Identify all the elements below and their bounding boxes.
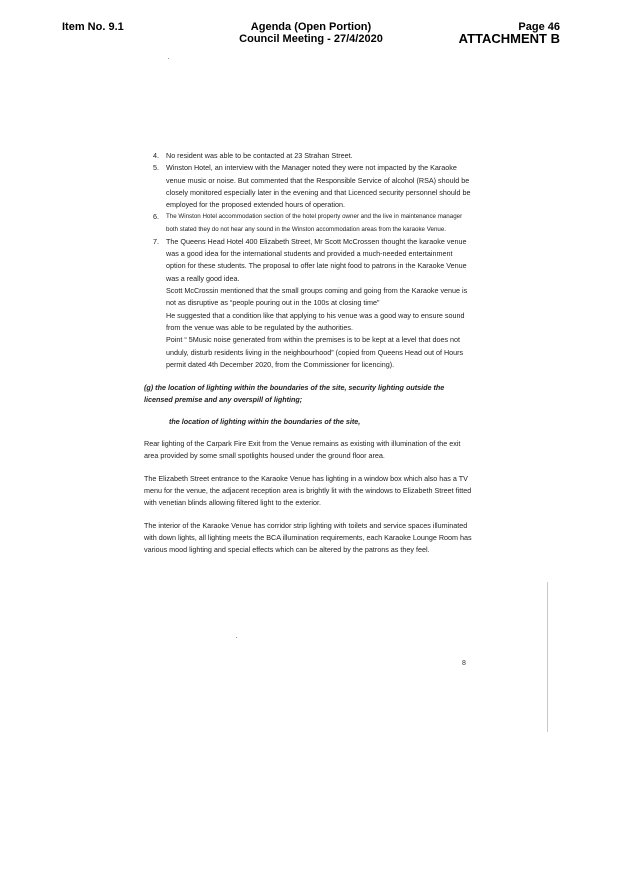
list-text: He suggested that a condition like that applying to his venue was a good way to ensure sound from the venue was able to be regulated by the authorities. — [166, 310, 465, 332]
meeting-title: Council Meeting - 27/4/2020 — [239, 33, 383, 45]
list-text: Scott McCrossin mentioned that the small groups coming and going from the Karaoke venue is not as disruptive as “people pouring out in the 100s at closing time” — [166, 286, 468, 308]
survey-list — [144, 150, 474, 371]
attachment-label: ATTACHMENT B — [458, 31, 560, 46]
agenda-title: Agenda (Open Portion) — [250, 21, 372, 33]
list-text: The Winston Hotel accommodation section of the hotel property owner and the live in maintenance manager both stated they do not hear any sound in the Winston accommodation areas from the karaoke Venue. — [166, 213, 463, 233]
list-number: 6. — [153, 212, 159, 222]
paragraph-interior-lighting: The interior of the Karaoke Venue has corridor strip lighting with toilets and service spaces illuminated with down lights, all lighting meets the BCA illumination requirements, each Karaoke Lounge Room has various mood lighting and special effects which can be altered by the patrons as they feel. — [144, 520, 472, 555]
list-text: Winston Hotel, an interview with the Manager noted they were not impacted by the Karaoke venue music or noise. But commented that the Responsible Service of alcohol (RSA) should be closely monitored especially later in the evening and that Licenced security personnel should be employed for the proposed extended hours of operation. — [166, 163, 471, 210]
list-item — [144, 162, 474, 211]
list-item — [144, 236, 474, 371]
document-body — [144, 150, 474, 556]
list-text: No resident was able to be contacted at 23 Strahan Street. — [166, 151, 353, 160]
list-number: 5. — [153, 163, 159, 173]
paragraph-rear-lighting: Rear lighting of the Carpark Fire Exit from the Venue remains as existing with illumination of the exit area provided by some small spotlights housed under the ground floor area. — [144, 439, 461, 461]
list-number: 7. — [153, 236, 159, 246]
sub-heading: the location of lighting within the boundaries of the site, — [169, 416, 361, 426]
list-text: The Queens Head Hotel 400 Elizabeth Street, Mr Scott McCrossen thought the karaoke venue was a good idea for the international students and provided a much-needed entertainment option for these students. The proposal to offer late night food to patrons in the Karaoke Venue was a really good idea. — [166, 236, 467, 283]
list-text: Point “ 5Music noise generated from within the premises is to be kept at a level that does not unduly, disturb residents living in the neighbourhood” (copied from Queens Head out of Hours permit dated 4th December 2020, from the Commissioner for licencing). — [166, 335, 464, 369]
list-item — [144, 211, 474, 235]
section-heading: (g) the location of lighting within the boundaries of the site, security lighting outside the licensed premise and any overspill of lighting; — [144, 383, 445, 405]
list-number: 4. — [153, 151, 159, 160]
scan-edge-line — [547, 582, 548, 732]
paragraph-entrance-lighting: The Elizabeth Street entrance to the Karaoke Venue has lighting in a window box which also has a TV menu for the venue, the adjacent reception area is brightly lit with the windows to Elizabeth Street fitted with venetian blinds allowing filtered light to the exterior. — [144, 473, 472, 508]
item-number: Item No. 9.1 — [62, 21, 124, 33]
scan-speck — [236, 637, 237, 638]
page-label: Page 46 — [518, 21, 560, 33]
page-header — [459, 21, 560, 45]
scan-speck — [168, 58, 169, 59]
page-number: 8 — [462, 660, 466, 667]
list-item — [144, 150, 474, 162]
